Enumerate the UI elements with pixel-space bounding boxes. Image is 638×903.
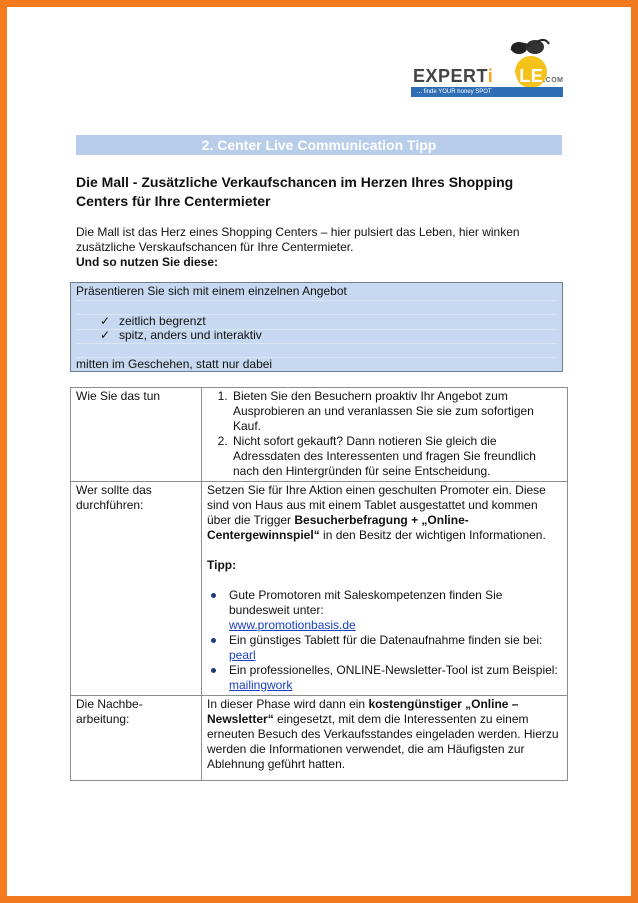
logo-wordmark: EXPERTiSALE.COM xyxy=(413,66,564,86)
page-title: Die Mall - Zusätzliche Verkaufschancen im Herzen Ihres Shopping Centers für Ihre Centermieter xyxy=(76,174,514,209)
table-row xyxy=(71,388,568,482)
promotionbasis-link[interactable]: www.promotionbasis.de xyxy=(229,618,356,632)
tipp-heading: Tipp: xyxy=(207,558,237,572)
steps-list xyxy=(207,389,562,479)
check-item: ✓ spitz, anders und interaktiv xyxy=(100,328,262,342)
row-content xyxy=(202,482,568,696)
bullet-icon xyxy=(211,593,216,598)
expertisale-logo xyxy=(411,38,567,100)
intro-bold: Und so nutzen Sie diese: xyxy=(76,255,219,269)
list-item: 1. Bieten Sie den Besuchern proaktiv Ihr Angebot zum Ausprobieren an und veranlassen Sie sie zum sofortigen Kauf. xyxy=(231,389,562,434)
table-row xyxy=(71,696,568,781)
promoter-paragraph: Setzen Sie für Ihre Aktion einen geschulten Promoter ein. Diese sind von Haus aus mit einem Tablet ausgestattet und kommen über die Trigger Besucherbefragung + „Online-Centergewinnspiel“ in den Besitz der wichtigen Informationen. xyxy=(207,483,546,542)
list-item: Ein günstiges Tablett für die Datenaufnahme finden sie bei: pearl xyxy=(207,633,562,663)
tips-list xyxy=(207,588,562,693)
bullet-icon xyxy=(211,638,216,643)
table-row xyxy=(71,482,568,696)
checkmark-icon: ✓ xyxy=(100,328,111,342)
list-item: 2. Nicht sofort gekauft? Dann notieren Sie gleich die Adressdaten des Interessenten und fragen Sie freundlich nach den Hintergründen für seine Entscheidung. xyxy=(231,434,562,479)
list-item: Gute Promotoren mit Saleskompetenzen finden Sie bundesweit unter: www.promotionbasis.de xyxy=(207,588,562,633)
highlight-box xyxy=(70,282,563,372)
row-content xyxy=(202,388,568,482)
list-item: Ein professionelles, ONLINE-Newsletter-Tool ist zum Beispiel: mailingwork xyxy=(207,663,562,693)
info-table xyxy=(70,387,568,781)
bullet-icon xyxy=(211,668,216,673)
intro-paragraph xyxy=(76,225,566,270)
logo-tagline: ... finde YOUR honey SPOT xyxy=(411,87,563,97)
pearl-link[interactable]: pearl xyxy=(229,648,256,662)
row-label: Wie Sie das tun xyxy=(71,388,202,482)
highlight-footer: mitten im Geschehen, statt nur dabei xyxy=(76,357,273,371)
row-label: Die Nachbe-arbeitung: xyxy=(71,696,202,781)
row-label: Wer sollte das durchführen: xyxy=(71,482,202,696)
check-item: ✓ zeitlich begrenzt xyxy=(100,314,206,328)
intro-text: Die Mall ist das Herz eines Shopping Centers – hier pulsiert das Leben, hier winken zusätzliche Verskaufschancen für Ihre Centermieter. xyxy=(76,225,520,254)
mailingwork-link[interactable]: mailingwork xyxy=(229,678,293,692)
row-content: In dieser Phase wird dann ein kostengünstiger „Online – Newsletter“ eingesetzt, mit dem die Interessenten zu einem erneuten Besuch des Verkaufsstandes eingeladen werden. Hierzu werden die Informationen verwendet, die am Häufigsten zur Ablehnung geführt hatten. xyxy=(202,696,568,781)
section-header: 2. Center Live Communication Tipp xyxy=(76,135,562,155)
checkmark-icon: ✓ xyxy=(100,314,111,328)
highlight-heading: Präsentieren Sie sich mit einem einzelnen Angebot xyxy=(76,284,347,298)
